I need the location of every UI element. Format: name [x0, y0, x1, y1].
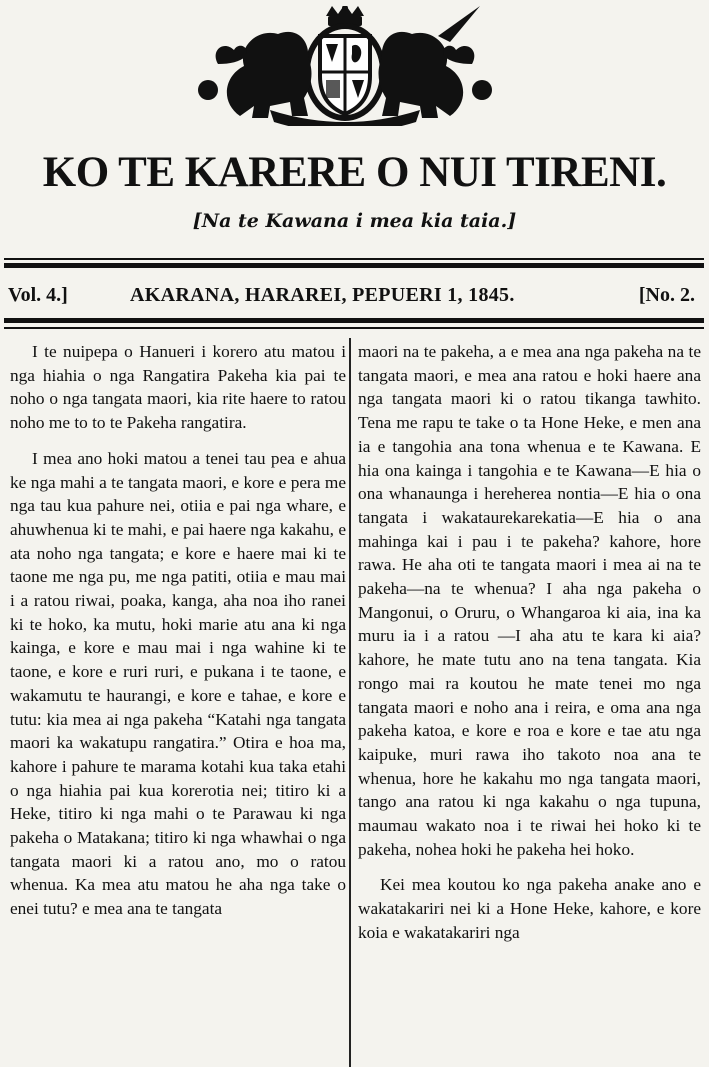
- paragraph: maori na te pakeha, a e mea ana nga pakeha na te tangata maori, e mea ana ratou e hoki haere ana nga tangata maori ki o ratou tikanga tawhito. Tena me rapu te take o ta Hone Heke, e men ana ia e tangohia ana tona whenua e te Kawana. E hia ona kainga i tangohia e te Kawana—E hia o ona whanaunga i hereherea nontia—E hia o ona tangata i wakataurekarekatia—E hia o ana mahinga kai i pau i te pakeha? kahore, hore rawa. He aha oti te tangata maori i mea ai na te pakeha—na te whenua? I aha nga pakeha o Mangonui, o Oruru, o Whangaroa ki aia, ina ka muru ia i a ratou —I aha atu te kara ki aia? kahore, he mate tutu ano na tena tangata. Kia rongo mai ra koutou he mate tenei mo nga tangata maori e noho ana i reira, e oma ana nga pakeha katoa, e kore e roa e kore e tae atu nga kaipuke, muri rawa iho takoto noa ana te whenua, hore he kakahu mo nga tangata maori, tango ana ratou ki nga kakahu o nga tupuna, maumau wakato noa i te riwai hei hoko ki te pakeha, nohea hoki he pakeha hei hoko.: [358, 342, 701, 859]
- column-divider: [349, 338, 351, 1067]
- volume-label: Vol. 4.]: [8, 284, 68, 306]
- place-date: AKARANA, HARAREI, PEPUERI 1, 1845.: [130, 284, 515, 306]
- royal-coat-of-arms-icon: [180, 6, 510, 126]
- article-column-right: [358, 340, 701, 957]
- newspaper-title: KO TE KARERE O NUI TIRENI.: [42, 149, 667, 196]
- dateline-rule-thick: [4, 318, 704, 323]
- newspaper-subtitle: [Na te Kawana i mea kia taia.]: [192, 210, 517, 232]
- dateline-rule-thin: [4, 327, 704, 329]
- header-rule-thick: [4, 263, 704, 268]
- issue-number: [No. 2.: [638, 284, 695, 306]
- dateline: [0, 284, 709, 310]
- paragraph: I te nuipepa o Hanueri i korero atu matou i nga hiahia o nga Rangatira Pakeha kia pai te noho o nga tangata maori, kia rite haere to ratou noho me to to te Pakeha rangatira.: [10, 342, 346, 433]
- header-rule-thin: [4, 258, 704, 260]
- paragraph: I mea ano hoki matou a tenei tau pea e ahua ke nga mahi a te tangata maori, e kore e pera me nga tau kua pahure nei, otiia e pai nga whare, e ahuwhenua ki te mahi, e pai haere nga kakahu, e ata noho nga tangata; e kore e haere mai ki te taone me nga pu, me nga patiti, otiia e mau mai i a ratou riwai, poaka, kanga, aha noa iho ranei ki te hoko, ka mutu, hoki marie atu ana ki nga kainga, e kore e mau mai i nga wahine ki te taone, e kore e ruri ruri, e pukana i te taone, e wakamutu te haurangi, e kore e tahae, e kore e tutu: kia mea ai nga pakeha “Katahi nga tangata maori ka wakatupu rangatira.” Otira e hoa ma, kahore i pahure te marama kotahi kua taka etahi o nga hiahia pai kua korerotia nei; titiro ki a Heke, titiro ki nga mahi o te Parawau ki nga pakeha o Matakana; titiro ki nga whawhai o nga tangata maori ki a ratou ano, mo o ratou whenua. Ka mea atu matou he aha nga take o enei tutu? e mea ana te tangata: [10, 448, 346, 919]
- article-column-left: [10, 340, 346, 933]
- paragraph: Kei mea koutou ko nga pakeha anake ano e wakatakariri nei ki a Hone Heke, kahore, e kore koia e wakatakariri nga: [358, 875, 701, 942]
